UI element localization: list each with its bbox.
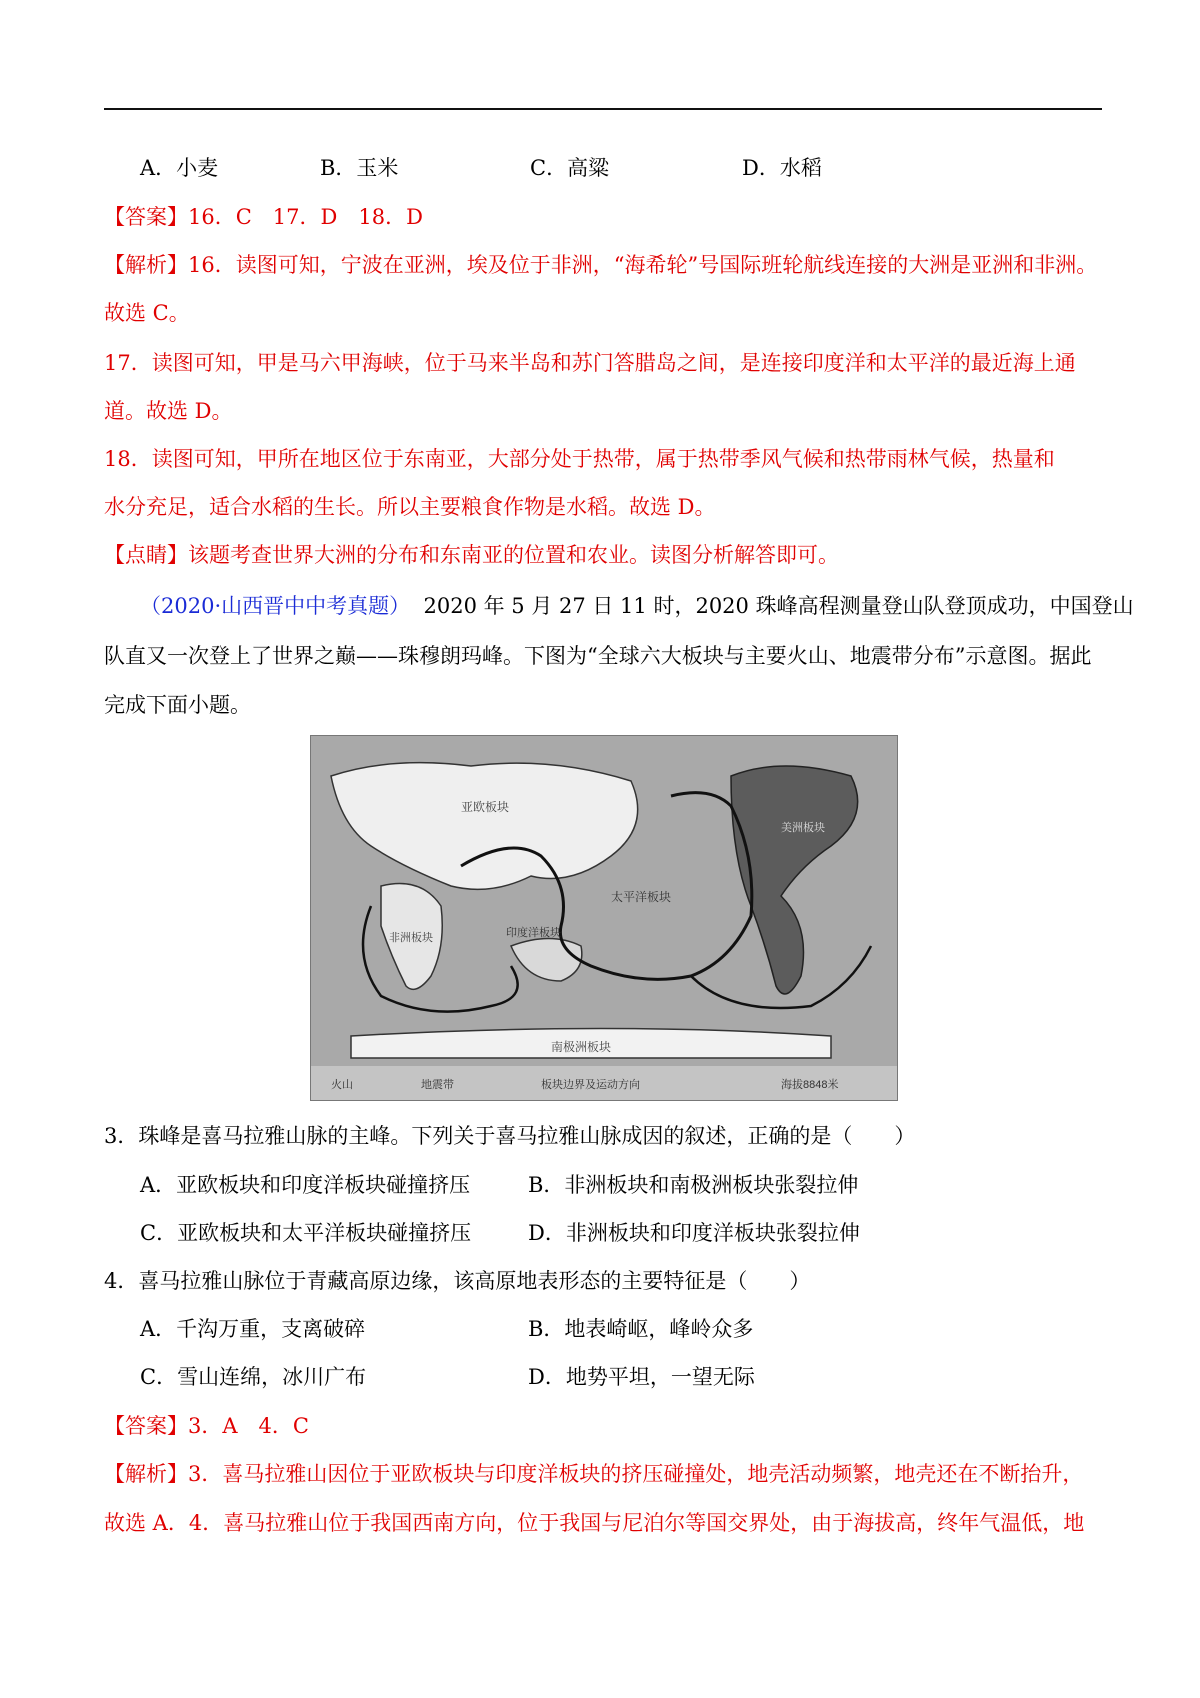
plate-map-figure — [310, 735, 898, 1101]
prev-option-c: C．高粱 — [530, 156, 610, 180]
analysis-line-5: 18．读图可知，甲所在地区位于东南亚，大部分处于热带，属于热带季风气候和热带雨林气候，热量和 — [104, 447, 1055, 471]
prev-option-b: B．玉米 — [320, 156, 399, 180]
q4-stem: 4．喜马拉雅山脉位于青藏高原边缘，该高原地表形态的主要特征是（ ） — [104, 1269, 811, 1293]
legend-item: 海拔8848米 — [781, 1079, 839, 1091]
intro-line-1 — [140, 591, 1134, 621]
analysis2-line-1 — [104, 1459, 1083, 1489]
analysis2-line-2: 故选 A．4．喜马拉雅山位于我国西南方向，位于我国与尼泊尔等国交界处，由于海拔高，终年气温低，地 — [104, 1511, 1085, 1535]
q3-stem: 3．珠峰是喜马拉雅山脉的主峰。下列关于喜马拉雅山脉成因的叙述，正确的是（ ） — [104, 1124, 916, 1148]
q3-option-c[interactable]: C．亚欧板块和太平洋板块碰撞挤压 — [140, 1221, 472, 1245]
q3-option-b[interactable]: B．非洲板块和南极洲板块张裂拉伸 — [528, 1173, 859, 1197]
analysis-tag: 【解析】 — [104, 1462, 188, 1486]
answer-text: 3．A 4．C — [188, 1414, 309, 1438]
analysis-line-4: 道。故选 D。 — [104, 399, 233, 423]
plate-label: 印度洋板块 — [506, 927, 561, 939]
plate-label: 太平洋板块 — [611, 890, 672, 904]
intro-line-3: 完成下面小题。 — [104, 693, 251, 717]
analysis-line-3: 17．读图可知，甲是马六甲海峡，位于马来半岛和苏门答腊岛之间，是连接印度洋和太平洋的最近海上通 — [104, 351, 1076, 375]
analysis-text: 3．喜马拉雅山因位于亚欧板块与印度洋板块的挤压碰撞处，地壳活动频繁，地壳还在不断抬升， — [188, 1462, 1084, 1486]
plate-label: 南极洲板块 — [551, 1040, 612, 1054]
source-tag: （2020·山西晋中中考真题） — [140, 594, 411, 618]
plate-map-svg — [311, 736, 897, 1100]
analysis-line-1 — [104, 250, 1097, 280]
plate-label: 亚欧板块 — [461, 800, 510, 814]
point-tag: 【点睛】 — [104, 543, 188, 567]
q4-option-c[interactable]: C．雪山连绵，冰川广布 — [140, 1365, 367, 1389]
header-rule — [104, 108, 1102, 110]
prev-option-d: D．水稻 — [742, 156, 822, 180]
prev-option-a: A．小麦 — [140, 156, 219, 180]
legend-item: 火山 — [331, 1079, 353, 1091]
q3-option-a[interactable]: A．亚欧板块和印度洋板块碰撞挤压 — [140, 1173, 471, 1197]
legend-item: 板块边界及运动方向 — [541, 1079, 640, 1091]
q4-option-d[interactable]: D．地势平坦，一望无际 — [528, 1365, 755, 1389]
q4-option-a[interactable]: A．千沟万重，支离破碎 — [140, 1317, 366, 1341]
answer-tag: 【答案】 — [104, 205, 188, 229]
analysis-tag: 【解析】 — [104, 253, 188, 277]
answer-block-2 — [104, 1411, 309, 1441]
intro-text-1: 2020 年 5 月 27 日 11 时，2020 珠峰高程测量登山队登顶成功，中国登山 — [423, 594, 1134, 618]
analysis-line-2: 故选 C。 — [104, 301, 190, 325]
analysis-text: 16．读图可知，宁波在亚洲，埃及位于非洲，“海希轮”号国际班轮航线连接的大洲是亚洲和非洲。 — [188, 253, 1098, 277]
analysis-line-6: 水分充足，适合水稻的生长。所以主要粮食作物是水稻。故选 D。 — [104, 495, 716, 519]
legend-item: 地震带 — [421, 1079, 454, 1091]
point-block — [104, 540, 839, 570]
point-text: 该题考查世界大洲的分布和东南亚的位置和农业。读图分析解答即可。 — [188, 543, 839, 567]
answer-text: 16．C 17．D 18．D — [188, 205, 423, 229]
q3-option-d[interactable]: D．非洲板块和印度洋板块张裂拉伸 — [528, 1221, 860, 1245]
answer-tag: 【答案】 — [104, 1414, 188, 1438]
q4-option-b[interactable]: B．地表崎岖，峰岭众多 — [528, 1317, 754, 1341]
plate-label: 非洲板块 — [389, 932, 433, 944]
answer-block-1 — [104, 202, 423, 232]
plate-label: 美洲板块 — [781, 822, 825, 834]
intro-line-2: 队直又一次登上了世界之巅——珠穆朗玛峰。下图为“全球六大板块与主要火山、地震带分布”示意图。据此 — [104, 644, 1092, 668]
